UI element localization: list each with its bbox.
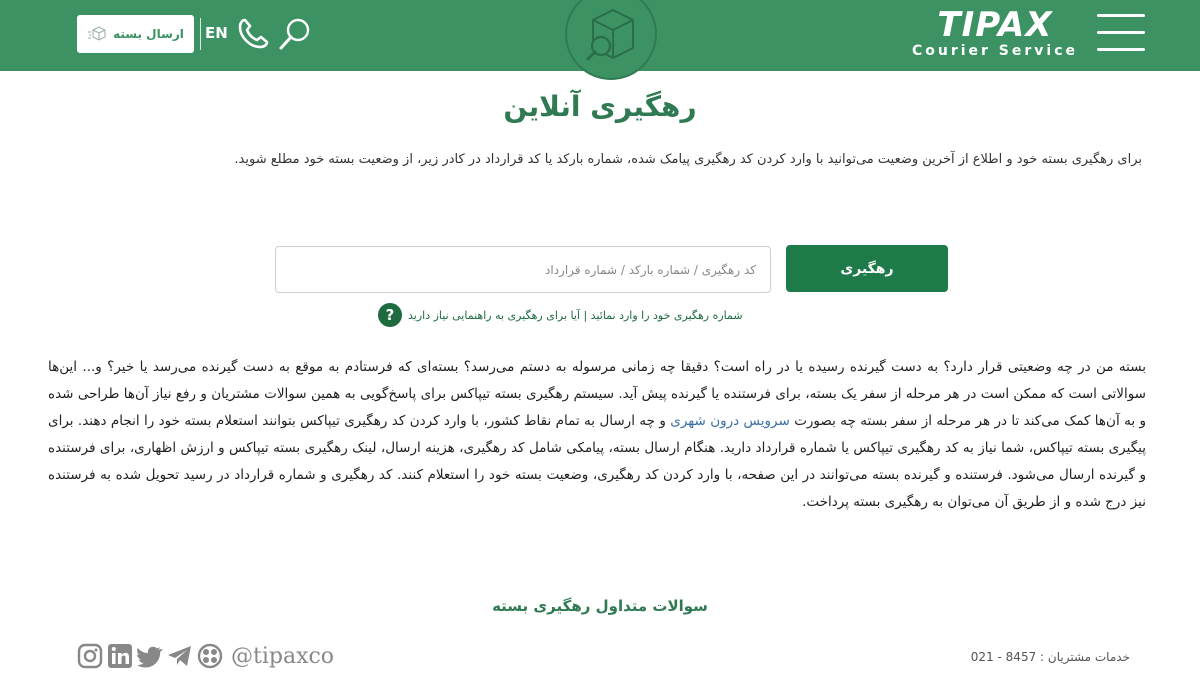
tipax-logo[interactable] (910, 5, 1080, 63)
social-handle[interactable]: @tipaxco (231, 643, 335, 669)
social-links (77, 642, 334, 670)
linkedin-icon[interactable] (107, 643, 133, 669)
intracity-service-link[interactable]: سرویس درون شهری (670, 413, 790, 429)
help-text[interactable]: شماره رهگیری خود را وارد نمائید | آیا برای رهگیری به راهنمایی نیاز دارید (408, 308, 743, 322)
telegram-icon[interactable] (167, 643, 193, 669)
intro-text: برای رهگیری بسته خود و اطلاع از آخرین وضعیت می‌توانید با وارد کردن کد رهگیری پیامک شده، شماره بارکد یا کد قرارداد در کادر زیر، از وضعیت بسته خود مطلع شوید. (234, 152, 1142, 167)
package-search-badge (565, 0, 657, 80)
description-part-2: و چه ارسال به تمام نقاط کشور، با وارد کردن کد رهگیری تیپاکس بتوانند استعلام بسته خود را انجام دهند. برای پیگیری بسته تیپاکس، شما نیاز به کد رهگیری تیپاکس یا شماره قرارداد دارید. هنگام ارسال بسته، پیامکی شامل کد رهگیری، هزینه ارسال، لینک رهگیری بسته تیپاکس و ارزش اظهاری، برای فرستنده و گیرنده ارسال می‌شود. فرستنده و گیرنده بسته می‌توانند در این صفحه، با وارد کردن کد رهگیری، وضعیت بسته خود را استعلام کنند. کد رهگیری و شماره قرارداد در رسید تحویل شده به فرستنده نیز درج شده و از طریق آن می‌توان به رهگیری بسته پرداخت. (48, 413, 1146, 510)
description-part-1: بسته من در چه وضعیتی قرار دارد؟ به دست گیرنده رسیده یا در راه است؟ دقیقا چه زمانی مرسوله به دستم می‌رسد؟ بسته‌ای که فرستادم به موقع به دست گیرنده می‌رسد یا خیر؟ و... این‌ها سوالاتی است که ممکن است در هر مرحله از سفر یک بسته، برای فرستنده یا گیرنده پیش آید. سیستم رهگیری بسته تیپاکس برای پاسخ‌گویی به همین سوالات مشتریان و رفع نیاز آن‌ها طراحی شده و به آن‌ها کمک می‌کند تا در هر مرحله از سفر بسته چه بصورت (48, 359, 1147, 429)
faq-heading[interactable]: سوالات متداول رهگیری بسته (492, 597, 708, 615)
help-icon[interactable]: ? (378, 303, 402, 327)
send-package-button[interactable] (77, 15, 194, 53)
send-package-label: ارسال بسته (113, 27, 184, 41)
instagram-icon[interactable] (77, 643, 103, 669)
site-header (0, 0, 1200, 71)
page-title: رهگیری آنلاین (503, 90, 697, 123)
menu-icon[interactable] (1097, 14, 1145, 54)
header-divider (200, 18, 201, 50)
package-icon (87, 26, 107, 42)
aparat-icon[interactable] (197, 643, 223, 669)
brand-name: TIPAX (937, 5, 1053, 45)
brand-tagline: Courier Service (911, 43, 1079, 59)
package-search-icon (567, 0, 659, 82)
phone-icon[interactable] (236, 17, 270, 51)
search-icon[interactable] (278, 17, 312, 51)
customer-service-phone[interactable]: خدمات مشتریان : 8457 - 021 (970, 650, 1130, 664)
tracking-help[interactable] (378, 302, 743, 328)
twitter-icon[interactable] (137, 643, 163, 669)
track-button[interactable]: رهگیری (786, 245, 948, 292)
language-switch[interactable]: EN (205, 24, 228, 42)
tracking-code-input[interactable] (275, 246, 771, 293)
tracking-description (48, 354, 1146, 516)
